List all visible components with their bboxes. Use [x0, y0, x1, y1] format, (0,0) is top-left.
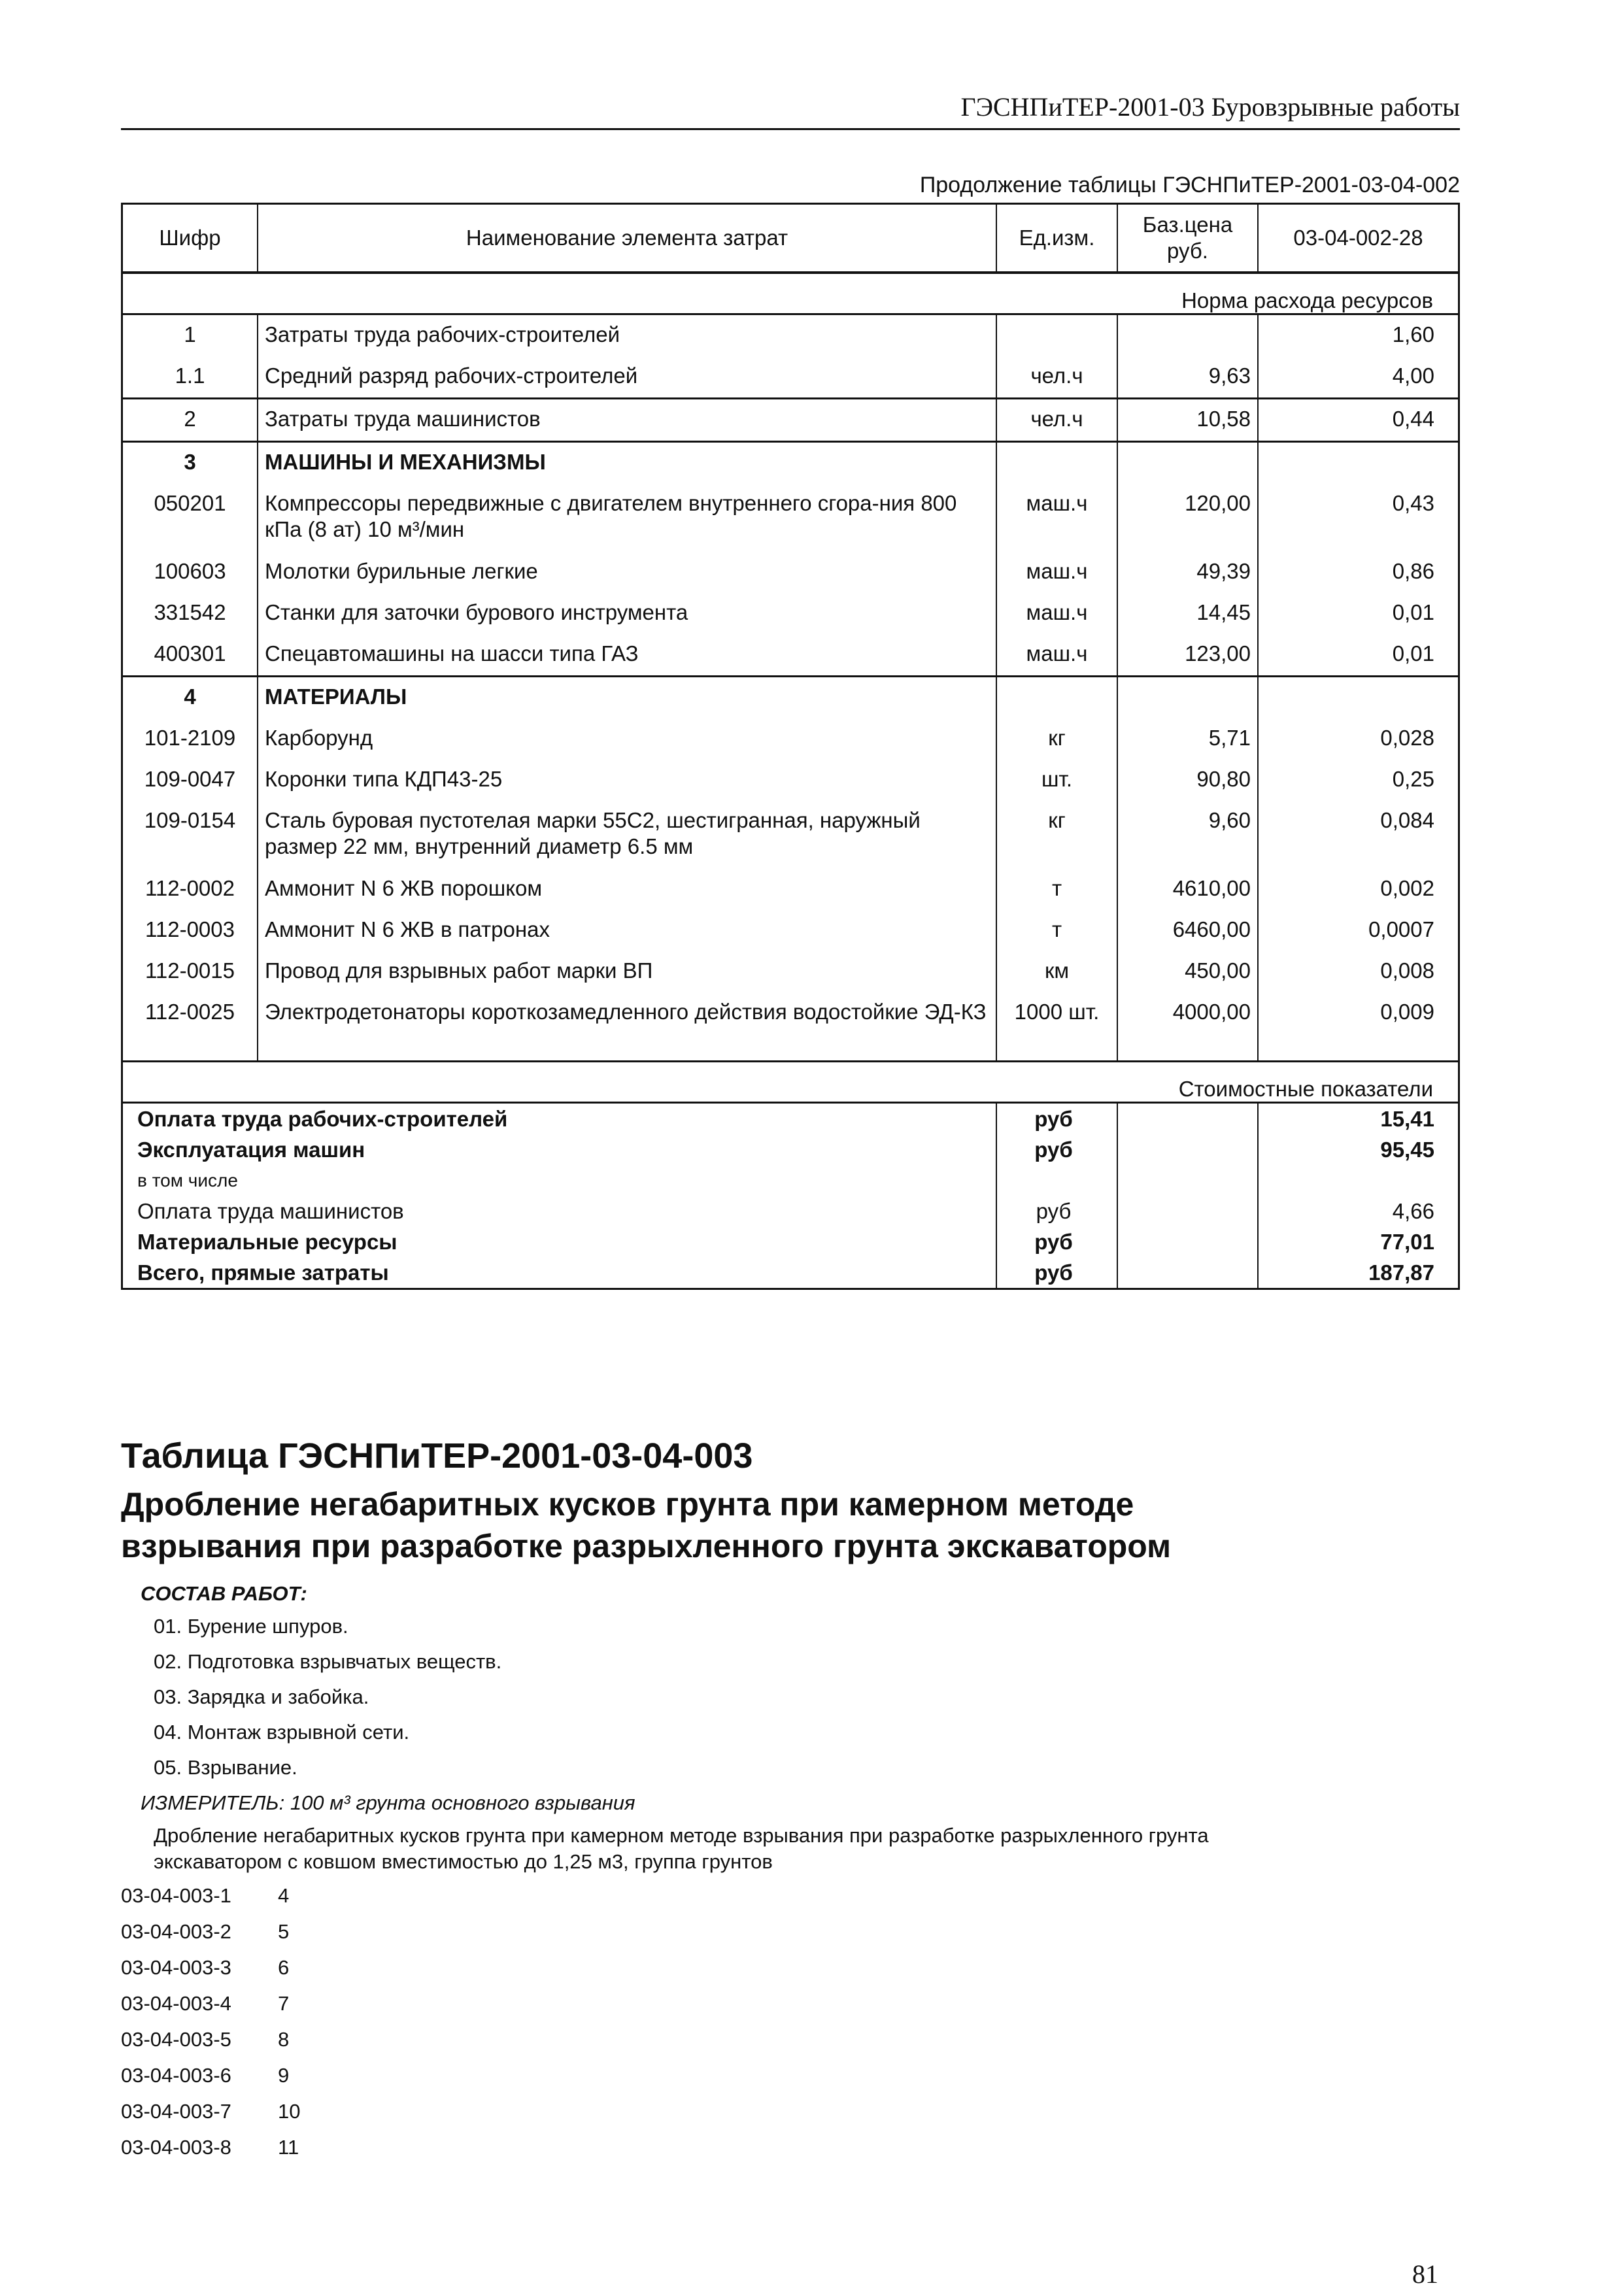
- continuation-label: Продолжение таблицы ГЭСНПиТЕР-2001-03-04-002: [919, 173, 1460, 197]
- cell-code: 4: [184, 684, 196, 709]
- cell-value: 0,44: [1257, 399, 1458, 441]
- cell-code: 050201: [154, 491, 226, 515]
- cell-price: 14,45: [1117, 593, 1257, 634]
- code-id: 03-04-003-6: [121, 2064, 231, 2087]
- totals-price: [1117, 1196, 1257, 1226]
- cell-code: 112-0002: [144, 876, 235, 900]
- table-row: [123, 443, 1458, 484]
- totals-row: [123, 1165, 1458, 1196]
- cell-unit: т: [996, 910, 1117, 951]
- cell-unit: шт.: [996, 760, 1117, 801]
- totals-price: [1117, 1104, 1257, 1134]
- table-section: [123, 443, 1458, 677]
- cell-name: Коронки типа КДП43-25: [257, 760, 996, 801]
- cell-name: МАШИНЫ И МЕХАНИЗМЫ: [257, 443, 996, 484]
- cell-code: 112-0025: [144, 1000, 235, 1024]
- soil-group: 8: [278, 2028, 290, 2051]
- totals-unit: руб: [996, 1134, 1117, 1165]
- table-section: [123, 677, 1458, 1062]
- totals-value: 77,01: [1257, 1226, 1458, 1257]
- running-header: ГЭСНПиТЕР-2001-03 Буровзрывные работы: [960, 92, 1460, 122]
- description-line: экскаватором с ковшом вместимостью до 1,25 м3, группа грунтов: [154, 1850, 773, 1873]
- table-row: [123, 718, 1458, 760]
- cell-price: 5,71: [1117, 718, 1257, 760]
- resource-table: [121, 203, 1460, 1290]
- cell-unit: маш.ч: [996, 593, 1117, 634]
- table-row: [123, 634, 1458, 675]
- col-unit-header: Ед.изм.: [996, 205, 1117, 271]
- totals-value: 187,87: [1257, 1257, 1458, 1288]
- table-row: [123, 315, 1458, 356]
- table-row: [123, 677, 1458, 718]
- cell-unit: маш.ч: [996, 634, 1117, 675]
- cell-code: 100603: [154, 559, 226, 583]
- cell-name: Карборунд: [257, 718, 996, 760]
- cell-value: 0,43: [1257, 484, 1458, 552]
- cell-price: 9,63: [1117, 356, 1257, 397]
- composition-item: 04. Монтаж взрывной сети.: [154, 1721, 410, 1744]
- cell-code: 400301: [154, 641, 226, 666]
- totals-unit: [996, 1165, 1117, 1196]
- soil-group: 11: [278, 2136, 299, 2159]
- cell-code: 101-2109: [144, 726, 236, 750]
- section-subtitle-line: взрывания при разработке разрыхленного грунта экскаватором: [121, 1528, 1172, 1564]
- table-row: [123, 399, 1458, 441]
- meter-label: ИЗМЕРИТЕЛЬ: 100 м³ грунта основного взрывания: [141, 1791, 635, 1814]
- cell-name: Средний разряд рабочих-строителей: [257, 356, 996, 397]
- cell-name: Молотки бурильные легкие: [257, 552, 996, 593]
- table-row: [123, 801, 1458, 869]
- table-section: [123, 315, 1458, 399]
- totals-unit: руб: [996, 1196, 1117, 1226]
- soil-group: 6: [278, 1956, 290, 1979]
- cell-price: 4610,00: [1117, 869, 1257, 910]
- totals-name: Всего, прямые затраты: [137, 1260, 389, 1285]
- col-price-header: Баз.цена руб.: [1117, 205, 1257, 271]
- cell-unit: [996, 677, 1117, 718]
- table-row: [123, 869, 1458, 910]
- header-rule: [121, 128, 1460, 130]
- cell-price: [1117, 443, 1257, 484]
- code-id: 03-04-003-5: [121, 2028, 231, 2051]
- totals-unit: руб: [996, 1257, 1117, 1288]
- cell-unit: кг: [996, 718, 1117, 760]
- totals-row: [123, 1196, 1458, 1226]
- cost-band: Стоимостные показатели: [123, 1062, 1458, 1104]
- page-number: 81: [1412, 2259, 1438, 2289]
- table-row: [123, 593, 1458, 634]
- totals-block: [123, 1104, 1458, 1288]
- cell-price: 9,60: [1117, 801, 1257, 869]
- cell-value: 1,60: [1257, 315, 1458, 356]
- description-line: Дробление негабаритных кусков грунта при камерном методе взрывания при разработке разрыхленного грунта: [154, 1824, 1209, 1847]
- cell-value: 0,01: [1257, 634, 1458, 675]
- table-row: [123, 760, 1458, 801]
- cell-unit: чел.ч: [996, 399, 1117, 441]
- cell-name: Спецавтомашины на шасси типа ГАЗ: [257, 634, 996, 675]
- code-id: 03-04-003-8: [121, 2136, 231, 2159]
- soil-group: 9: [278, 2064, 290, 2087]
- col-code-header: Шифр: [159, 226, 221, 250]
- table-row: [123, 951, 1458, 992]
- cell-price: 6460,00: [1117, 910, 1257, 951]
- soil-group: 4: [278, 1884, 290, 1907]
- code-id: 03-04-003-3: [121, 1956, 231, 1979]
- cell-name: Затраты труда рабочих-строителей: [257, 315, 996, 356]
- totals-row: [123, 1226, 1458, 1257]
- col-value-header: 03-04-002-28: [1257, 205, 1458, 271]
- cell-price: 90,80: [1117, 760, 1257, 801]
- cell-value: 0,008: [1257, 951, 1458, 992]
- totals-value: 15,41: [1257, 1104, 1458, 1134]
- table-sections: [123, 315, 1458, 1062]
- totals-price: [1117, 1165, 1257, 1196]
- cell-price: 123,00: [1117, 634, 1257, 675]
- totals-price: [1117, 1257, 1257, 1288]
- cell-name: Аммонит N 6 ЖВ порошком: [257, 869, 996, 910]
- table-row: [123, 992, 1458, 1060]
- composition-item: 01. Бурение шпуров.: [154, 1615, 348, 1638]
- cell-price: 10,58: [1117, 399, 1257, 441]
- cell-unit: км: [996, 951, 1117, 992]
- cell-price: [1117, 677, 1257, 718]
- composition-item: 05. Взрывание.: [154, 1756, 297, 1779]
- soil-group: 5: [278, 1920, 290, 1943]
- cell-price: 120,00: [1117, 484, 1257, 552]
- cell-name: Аммонит N 6 ЖВ в патронах: [257, 910, 996, 951]
- cell-unit: кг: [996, 801, 1117, 869]
- totals-value: [1257, 1165, 1458, 1196]
- cell-name: Провод для взрывных работ марки ВП: [257, 951, 996, 992]
- cell-code: 112-0003: [144, 917, 235, 941]
- cell-value: 0,0007: [1257, 910, 1458, 951]
- table-section: [123, 399, 1458, 443]
- totals-unit: руб: [996, 1226, 1117, 1257]
- cell-value: [1257, 443, 1458, 484]
- totals-name: Оплата труда машинистов: [137, 1199, 404, 1223]
- cell-code: 109-0047: [144, 767, 236, 791]
- cell-code: 1: [184, 322, 196, 346]
- totals-price: [1117, 1226, 1257, 1257]
- totals-price: [1117, 1134, 1257, 1165]
- composition-item: 03. Зарядка и забойка.: [154, 1685, 369, 1708]
- cell-name: Компрессоры передвижные с двигателем внутреннего сгора-ния 800 кПа (8 ат) 10 м³/мин: [257, 484, 996, 552]
- cell-value: 4,00: [1257, 356, 1458, 397]
- table-row: [123, 552, 1458, 593]
- cell-value: 0,01: [1257, 593, 1458, 634]
- section-title: Таблица ГЭСНПиТЕР-2001-03-04-003: [121, 1436, 753, 1476]
- cell-code: 112-0015: [144, 958, 235, 983]
- totals-name: Оплата труда рабочих-строителей: [137, 1107, 508, 1131]
- cell-name: Затраты труда машинистов: [257, 399, 996, 441]
- table-header-row: [123, 205, 1458, 274]
- cell-value: 0,25: [1257, 760, 1458, 801]
- soil-group: 7: [278, 1992, 290, 2015]
- cell-unit: т: [996, 869, 1117, 910]
- cell-name: Станки для заточки бурового инструмента: [257, 593, 996, 634]
- cell-code: 109-0154: [144, 808, 236, 832]
- cell-unit: [996, 315, 1117, 356]
- totals-name: Эксплуатация машин: [137, 1138, 365, 1162]
- cell-code: 1.1: [175, 363, 205, 388]
- cell-code: 3: [184, 450, 196, 474]
- cell-price: [1117, 315, 1257, 356]
- cell-code: 331542: [154, 600, 226, 624]
- cell-code: 2: [184, 407, 196, 431]
- cell-name: МАТЕРИАЛЫ: [257, 677, 996, 718]
- code-id: 03-04-003-1: [121, 1884, 231, 1907]
- table-row: [123, 356, 1458, 397]
- totals-name: в том числе: [137, 1170, 238, 1190]
- table-row: [123, 910, 1458, 951]
- totals-value: 4,66: [1257, 1196, 1458, 1226]
- cell-value: 0,084: [1257, 801, 1458, 869]
- totals-unit: руб: [996, 1104, 1117, 1134]
- cell-price: 450,00: [1117, 951, 1257, 992]
- cell-value: 0,86: [1257, 552, 1458, 593]
- cell-unit: маш.ч: [996, 552, 1117, 593]
- cell-unit: маш.ч: [996, 484, 1117, 552]
- totals-row: [123, 1134, 1458, 1165]
- cell-value: 0,009: [1257, 992, 1458, 1060]
- totals-value: 95,45: [1257, 1134, 1458, 1165]
- cell-name: Электродетонаторы короткозамедленного действия водостойкие ЭД-КЗ: [257, 992, 996, 1060]
- totals-row: [123, 1257, 1458, 1288]
- code-id: 03-04-003-7: [121, 2100, 231, 2123]
- cell-unit: чел.ч: [996, 356, 1117, 397]
- code-id: 03-04-003-4: [121, 1992, 231, 2015]
- composition-item: 02. Подготовка взрывчатых веществ.: [154, 1650, 502, 1673]
- cell-price: 49,39: [1117, 552, 1257, 593]
- col-name-header: Наименование элемента затрат: [257, 205, 996, 271]
- cell-value: 0,028: [1257, 718, 1458, 760]
- composition-label: СОСТАВ РАБОТ:: [141, 1582, 307, 1605]
- soil-group: 10: [278, 2100, 301, 2123]
- norm-band: Норма расхода ресурсов: [123, 274, 1458, 315]
- cell-unit: 1000 шт.: [996, 992, 1117, 1060]
- cell-name: Сталь буровая пустотелая марки 55С2, шестигранная, наружный размер 22 мм, внутренний диаметр 6.5 мм: [257, 801, 996, 869]
- cell-value: 0,002: [1257, 869, 1458, 910]
- table-row: [123, 484, 1458, 552]
- totals-row: [123, 1104, 1458, 1134]
- section-subtitle-line: Дробление негабаритных кусков грунта при камерном методе: [121, 1486, 1134, 1523]
- cell-unit: [996, 443, 1117, 484]
- cell-price: 4000,00: [1117, 992, 1257, 1060]
- cell-value: [1257, 677, 1458, 718]
- totals-name: Материальные ресурсы: [137, 1230, 398, 1254]
- code-id: 03-04-003-2: [121, 1920, 231, 1943]
